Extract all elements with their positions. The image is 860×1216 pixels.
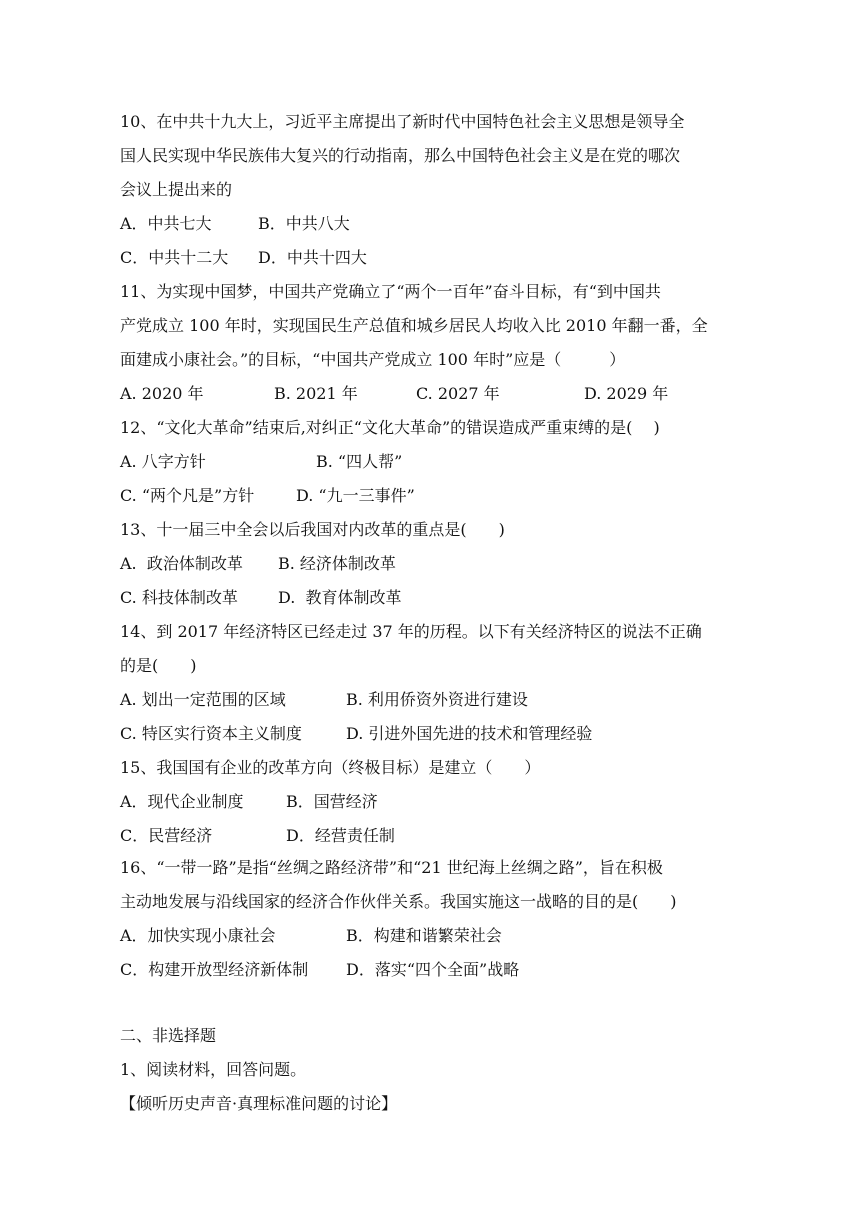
question-15-option-a: A．现代企业制度 <box>120 792 244 811</box>
question-14-option-a: A. 划出一定范围的区域 <box>120 690 286 709</box>
question-16-option-a: A．加快实现小康社会 <box>120 926 276 945</box>
question-14-line-2: 的是( ) <box>120 656 197 675</box>
question-10-option-a: A．中共七大 <box>120 214 212 233</box>
question-12-option-a: A. 八字方针 <box>120 452 206 471</box>
question-15-option-c: C．民营经济 <box>120 826 213 845</box>
question-13-option-b: B. 经济体制改革 <box>278 554 396 573</box>
question-11-line-2: 产党成立 100 年时，实现国民生产总值和城乡居民人均收入比 2010 年翻一番，全 <box>120 316 708 335</box>
question-13-option-a: A. 政治体制改革 <box>120 554 243 573</box>
material-subtitle: 【倾听历史声音·真理标准问题的讨论】 <box>120 1094 398 1113</box>
question-16-option-d: D．落实“四个全面”战略 <box>346 960 520 979</box>
question-10-line-1: 10、在中共十九大上，习近平主席提出了新时代中国特色社会主义思想是领导全 <box>120 112 685 131</box>
section-item-1: 1、阅读材料，回答问题。 <box>120 1060 307 1079</box>
question-10-option-c: C．中共十二大 <box>120 248 229 267</box>
question-13-option-d: D. 教育体制改革 <box>278 588 402 607</box>
question-14-option-c: C. 特区实行资本主义制度 <box>120 724 302 743</box>
question-16-option-b: B．构建和谐繁荣社会 <box>346 926 502 945</box>
question-16-line-2: 主动地发展与沿线国家的经济合作伙伴关系。我国实施这一战略的目的是( ) <box>120 892 677 911</box>
question-15-line-1: 15、我国国有企业的改革方向（终极目标）是建立（ ） <box>120 758 541 777</box>
question-14-option-d: D. 引进外国先进的技术和管理经验 <box>346 724 593 743</box>
question-16-line-1: 16、“一带一路”是指“丝绸之路经济带”和“21 世纪海上丝绸之路”，旨在积极 <box>120 858 663 877</box>
question-11-option-a: A. 2020 年 <box>120 384 204 403</box>
question-12-line-1: 12、“文化大革命”结束后,对纠正“文化大革命”的错误造成严重束缚的是( ) <box>120 418 660 437</box>
question-11-option-b: B. 2021 年 <box>274 384 358 403</box>
question-10-line-2: 国人民实现中华民族伟大复兴的行动指南，那么中国特色社会主义是在党的哪次 <box>120 146 681 165</box>
question-11-option-c: C. 2027 年 <box>416 384 500 403</box>
question-12-option-d: D. “九一三事件” <box>296 486 415 505</box>
question-10-option-d: D．中共十四大 <box>258 248 367 267</box>
question-12-option-b: B. “四人帮” <box>316 452 403 471</box>
question-11-line-1: 11、为实现中国梦，中国共产党确立了“两个一百年”奋斗目标，有“到中国共 <box>120 282 661 301</box>
question-14-option-b: B. 利用侨资外资进行建设 <box>346 690 528 709</box>
question-13-option-c: C. 科技体制改革 <box>120 588 238 607</box>
question-15-option-d: D．经营责任制 <box>286 826 395 845</box>
question-12-option-c: C. “两个凡是”方针 <box>120 486 255 505</box>
question-11-option-d: D. 2029 年 <box>584 384 669 403</box>
question-13-line-1: 13、十一届三中全会以后我国对内改革的重点是( ) <box>120 520 505 539</box>
section-heading: 二、非选择题 <box>120 1026 217 1045</box>
question-11-line-3: 面建成小康社会。”的目标，“中国共产党成立 100 年时”应是（ ） <box>120 350 626 369</box>
question-14-line-1: 14、到 2017 年经济特区已经走过 37 年的历程。以下有关经济特区的说法不正确 <box>120 622 702 641</box>
question-10-line-3: 会议上提出来的 <box>120 180 233 199</box>
question-16-option-c: C．构建开放型经济新体制 <box>120 960 309 979</box>
question-10-option-b: B．中共八大 <box>258 214 350 233</box>
question-15-option-b: B．国营经济 <box>286 792 378 811</box>
